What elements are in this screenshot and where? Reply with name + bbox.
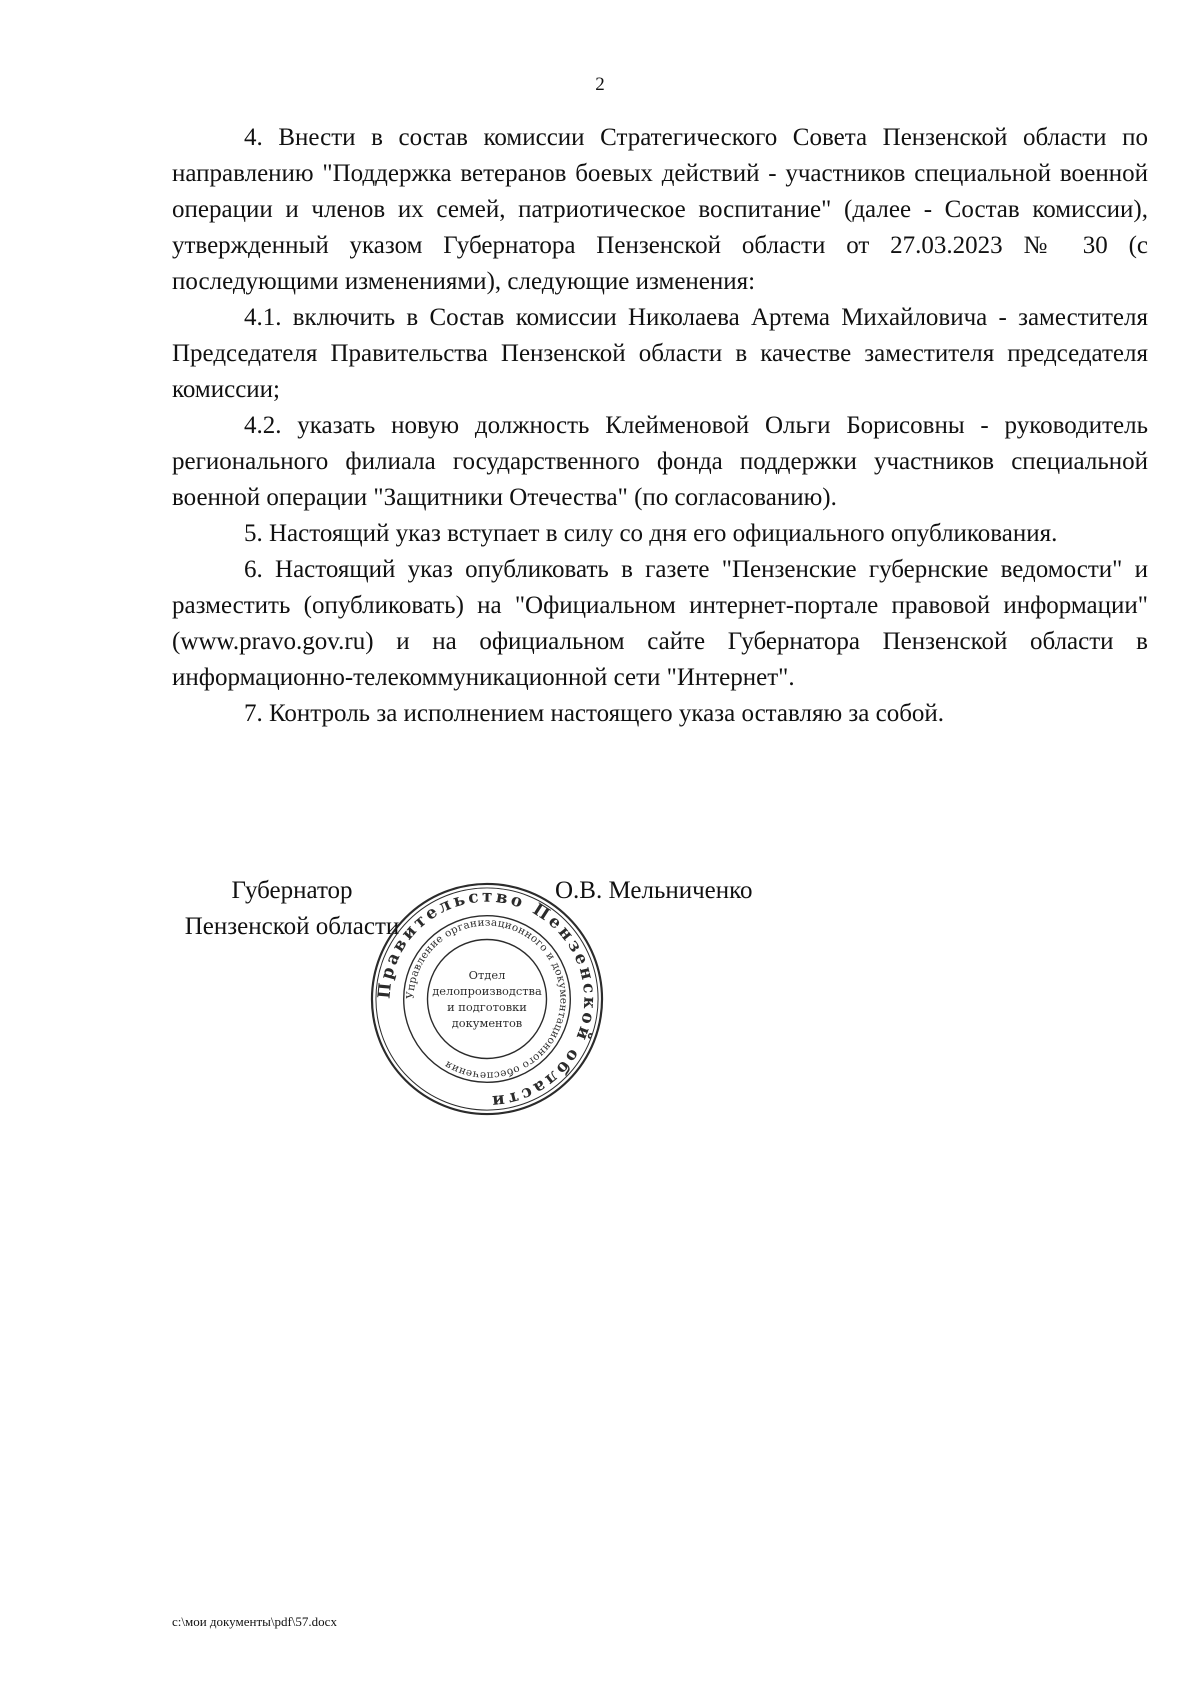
paragraph-7: 7. Контроль за исполнением настоящего указа оставляю за собой. [244,700,945,727]
seal-center-line-1: Отдел [468,968,506,983]
document-body [172,120,1148,732]
seal-center-line-2: делопроизводства [432,984,542,999]
paragraph-4-1: 4.1. включить в Состав комиссии Николаева Артема Михайловича - заместителя Председателя Правительства Пензенской области в качестве заместителя председателя комиссии; [172,304,1148,403]
paragraph-6: 6. Настоящий указ опубликовать в газете "Пензенские губернские ведомости" и разместить (опубликовать) на "Официальном интернет-портале правовой информации" (www.pravo.gov.ru) и на официальном сайте Губернатора Пензенской области в информационно-телекоммуникационной сети "Интернет". [172,556,1148,691]
signatory-title-line2: Пензенской области [184,913,400,940]
paragraph-4-2: 4.2. указать новую должность Клейменовой Ольги Борисовны - руководитель регионального филиала государственного фонда поддержки участников специальной военной операции "Защитники Отечества" (по согласованию). [172,412,1148,511]
official-seal [368,880,606,1118]
page-number: 2 [595,74,605,95]
footer-file-path: c:\мои документы\pdf\57.docx [172,1614,337,1629]
seal-outer-text: Правительство Пензенской области [373,885,601,1113]
paragraph-5: 5. Настоящий указ вступает в силу со дня его официального опубликования. [244,520,1058,547]
signatory-title-line1: Губернатор [231,877,353,904]
seal-center-line-3: и подготовки [447,999,527,1014]
seal-inner-ring-text: Управление организационного и документационного обеспечения [404,916,570,1082]
paragraph-4: 4. Внести в состав комиссии Стратегического Совета Пензенской области по направлению "Поддержка ветеранов боевых действий - участников специальной военной операции и членов их семей, патриотическое воспитание" (далее - Состав комиссии), утвержденный указом Губернатора Пензенской области от 27.03.2023 № 30 (с последующими изменениями), следующие изменения: [172,124,1148,295]
seal-center-line-4: документов [451,1015,523,1030]
signatory-name: О.В. Мельниченко [555,877,753,904]
